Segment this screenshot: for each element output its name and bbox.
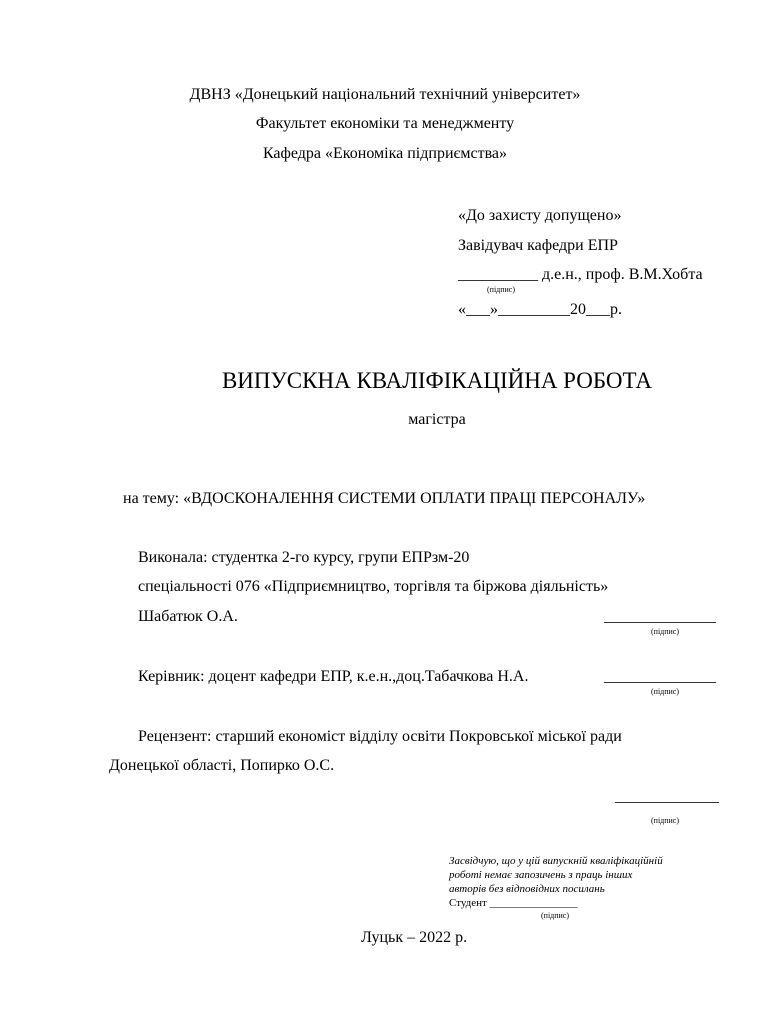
approval-head-signature: __________ д.е.н., проф. В.М.Хобта: [458, 266, 703, 283]
university-name: ДВНЗ «Донецький національний технічний університет»: [189, 86, 581, 103]
certification-line-1: Засвідчую, що у цій випускній кваліфікаційній: [449, 855, 663, 867]
approval-sign-note: (підпис): [487, 285, 516, 294]
supervisor-info: Керівник: доцент кафедри ЕПР, к.е.н.,доц.Табачкова Н.А.: [138, 668, 529, 685]
certification-sign-note: (підпис): [541, 911, 570, 920]
certification-student-label: Студент: [449, 897, 487, 909]
supervisor-signature-line: ______________: [604, 668, 716, 685]
certification-student: [449, 896, 578, 910]
reviewer-signature-line: _____________: [615, 788, 719, 805]
supervisor-sign-note: (підпис): [651, 687, 680, 696]
author-specialty: спеціальності 076 «Підприємництво, торгівля та біржова діяльність»: [138, 578, 609, 595]
department-name: Кафедра «Економіка підприємства»: [262, 145, 508, 162]
author-sign-note: (підпис): [651, 627, 680, 636]
faculty-name: Факультет економіки та менеджменту: [255, 115, 515, 132]
approval-heading: «До захисту допущено»: [458, 207, 622, 224]
author-info: Виконала: студентка 2-го курсу, групи ЕПРзм-20: [138, 549, 470, 566]
reviewer-sign-note: (підпис): [651, 816, 680, 825]
certification-line-2: роботі немає запозичень з праць інших: [449, 869, 633, 881]
author-name: Шабатюк О.А.: [138, 608, 238, 625]
degree-label: магістра: [408, 411, 466, 428]
approval-date-line: «___»_________20___р.: [458, 301, 622, 318]
certification-line-3: авторів без відповідних посилань: [449, 883, 605, 895]
reviewer-info: Рецензент: старший економіст відділу освіти Покровської міської ради: [138, 728, 622, 745]
certification-student-line: ________________: [489, 897, 578, 909]
approval-head-title: Завідувач кафедри ЕПР: [458, 237, 618, 254]
thesis-topic: на тему: «ВДОСКОНАЛЕННЯ СИСТЕМИ ОПЛАТИ ПРАЦІ ПЕРСОНАЛУ»: [123, 490, 646, 507]
reviewer-info-cont: Донецької області, Попирко О.С.: [109, 757, 335, 774]
document-title: ВИПУСКНА КВАЛІФІКАЦІЙНА РОБОТА: [221, 368, 653, 393]
city-year: Луцьк – 2022 р.: [361, 929, 468, 946]
author-signature-line: ______________: [604, 608, 716, 625]
